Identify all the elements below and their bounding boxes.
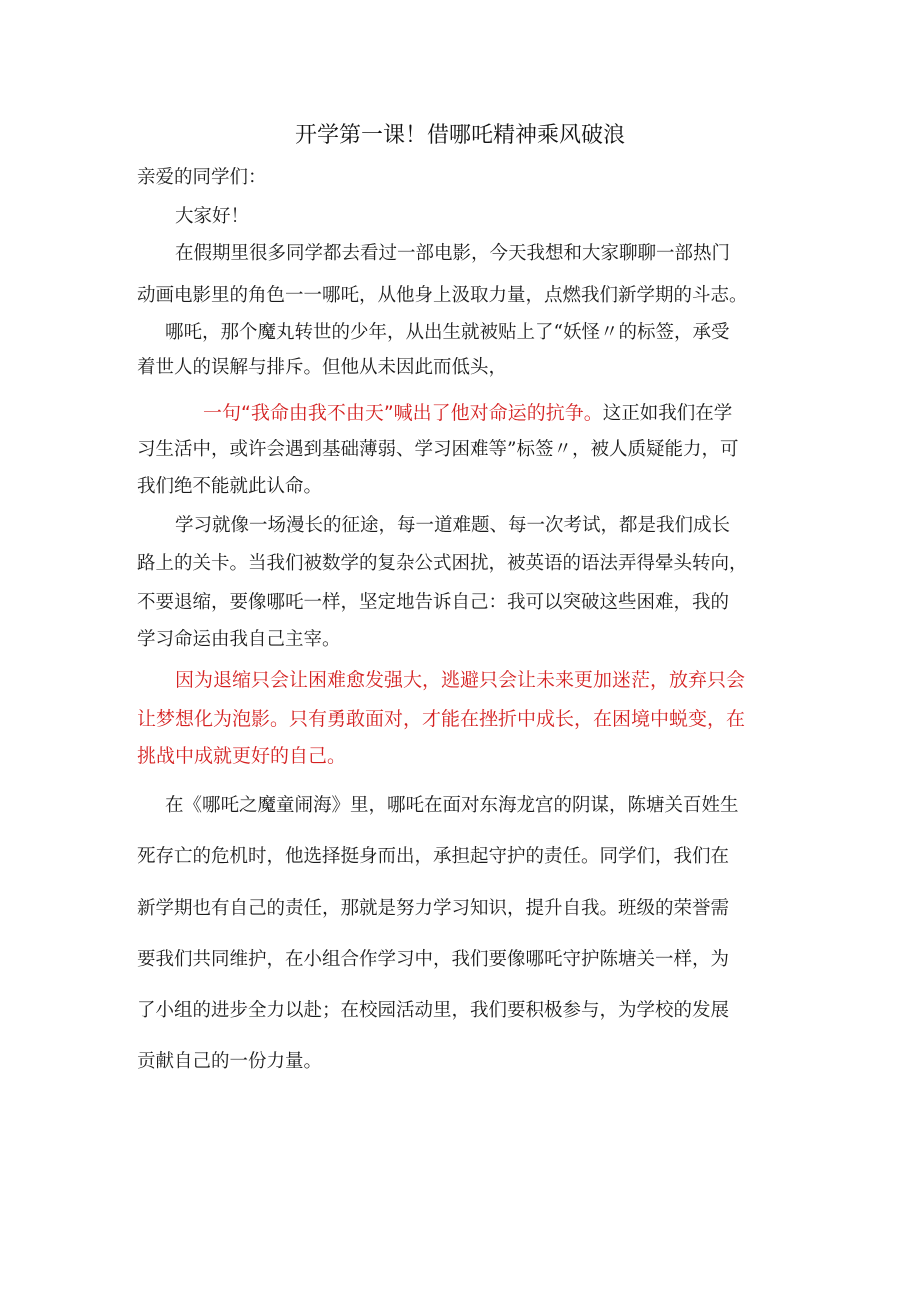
- greeting: 亲爱的同学们：: [137, 167, 267, 188]
- paragraph-3-line-1: [203, 397, 853, 430]
- paragraph-6-line-1: 在《哪吒之魔童闹海》里，哪吒在面对东海龙宫的阴谋，陈塘关百姓生: [165, 795, 739, 816]
- paragraph-6-line-6: 贡献自己的一份力量。: [137, 1051, 323, 1072]
- highlight-quote: 一句“我命由我不由天”喊出了他对命运的抗争。: [203, 402, 603, 424]
- paragraph-3-line-2: 习生活中，或许会遇到基础薄弱、学习困难等”标签〃，被人质疑能力，可: [137, 439, 739, 460]
- paragraph-5-line-1: 因为退缩只会让困难愈发强大，逃避只会让未来更加迷茫，放弃只会: [175, 669, 746, 691]
- paragraph-4-line-2: 路上的关卡。当我们被数学的复杂公式困扰，被英语的语法弄得晕头转向，: [137, 553, 748, 574]
- hello-line: 大家好！: [175, 206, 250, 227]
- paragraph-6-line-3: 新学期也有自己的责任，那就是努力学习知识，提升自我。班级的荣誉需: [137, 898, 730, 919]
- paragraph-4-line-4: 学习命运由我自己主宰。: [137, 629, 341, 650]
- paragraph-2-line-2: 着世人的误解与排斥。但他从未因此而低头，: [137, 357, 508, 378]
- paragraph-3-line-3: 我们绝不能就此认命。: [137, 476, 323, 497]
- paragraph-5-line-2: 让梦想化为泡影。只有勇敢面对，才能在挫折中成长，在困境中蜕变，在: [137, 708, 746, 730]
- paragraph-5-line-3: 挑战中成就更好的自己。: [137, 745, 347, 767]
- paragraph-6-line-4: 要我们共同维护，在小组合作学习中，我们要像哪吒守护陈塘关一样，为: [137, 949, 730, 970]
- paragraph-4-line-3: 不要退缩，要像哪吒一样，坚定地告诉自己：我可以突破这些困难，我的: [137, 592, 730, 613]
- paragraph-3-line-1-rest: 这正如我们在学: [602, 403, 733, 424]
- document-title: 开学第一课！借哪吒精神乘风破浪: [294, 123, 625, 148]
- paragraph-1-line-1: 在假期里很多同学都去看过一部电影，今天我想和大家聊聊一部热门: [175, 243, 731, 264]
- paragraph-6-line-5: 了小组的进步全力以赴；在校园活动里，我们要积极参与，为学校的发展: [137, 1000, 730, 1021]
- paragraph-4-line-1: 学习就像一场漫长的征途，每一道难题、每一次考试，都是我们成长: [175, 515, 731, 536]
- paragraph-2-line-1: 哪吒，那个魔丸转世的少年，从出生就被贴上了“妖怪〃的标签，承受: [165, 322, 730, 343]
- paragraph-6-line-2: 死存亡的危机时，他选择挺身而出，承担起守护的责任。同学们，我们在: [137, 846, 730, 867]
- paragraph-1-line-2: 动画电影里的角色一一哪吒，从他身上汲取力量，点燃我们新学期的斗志。: [137, 285, 748, 306]
